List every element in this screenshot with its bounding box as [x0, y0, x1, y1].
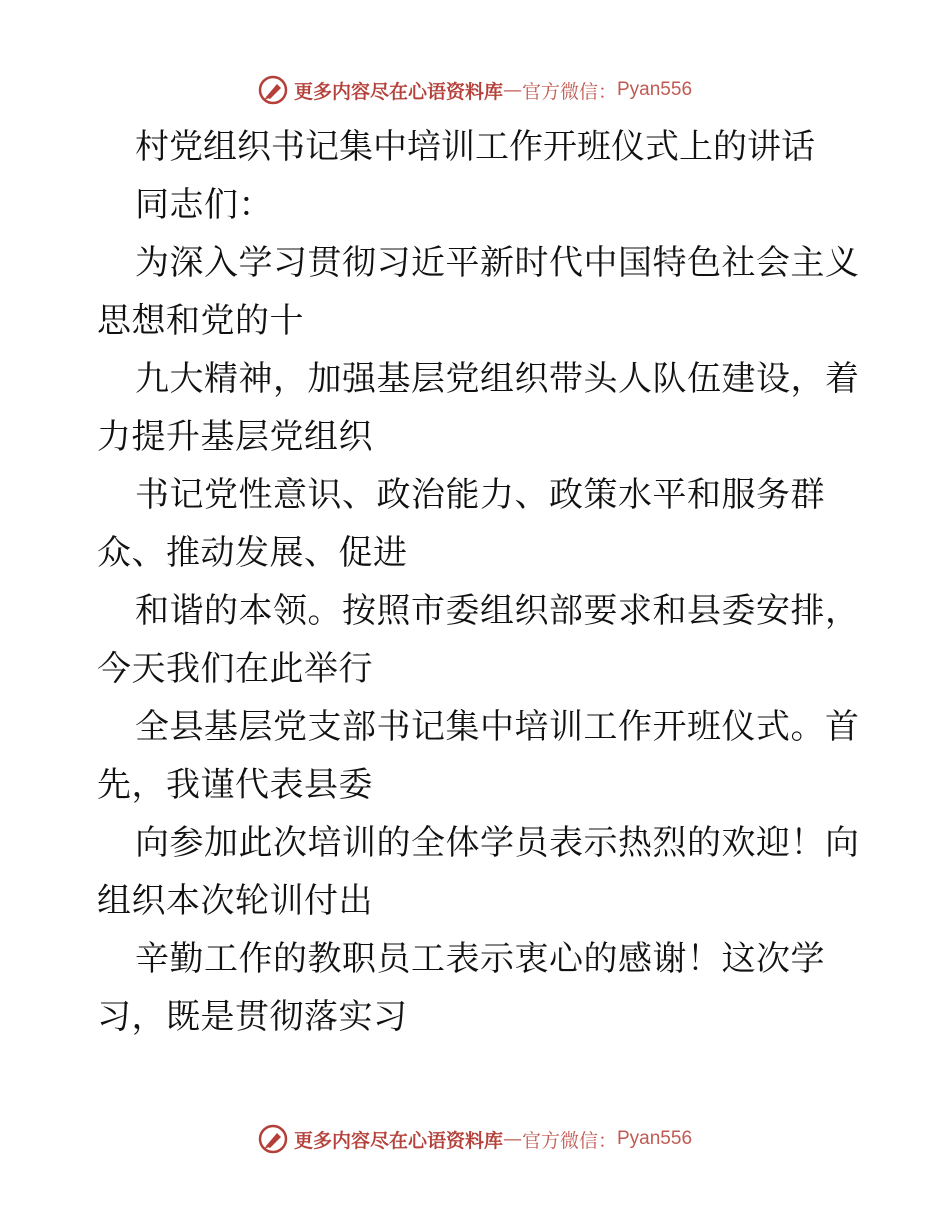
document-title: 村党组织书记集中培训工作开班仪式上的讲话 [135, 127, 815, 167]
paragraph-line: 习，既是贯彻落实习 [97, 997, 408, 1037]
watermark-wechat-id: Pyan556 [617, 79, 693, 100]
paragraph-line: 为深入学习贯彻习近平新时代中国特色社会主义 [135, 243, 860, 283]
footer-watermark [0, 1119, 950, 1159]
paragraph-line: 组织本次轮训付出 [97, 881, 373, 921]
watermark-wechat-id: Pyan556 [617, 1128, 693, 1149]
header-watermark [0, 70, 950, 110]
paragraph-line: 九大精神，加强基层党组织带头人队伍建设，着 [135, 359, 860, 399]
paragraph-line: 今天我们在此举行 [97, 649, 373, 689]
paragraph-line: 众、推动发展、促进 [97, 533, 408, 573]
watermark-subtitle: 官方微信： [521, 1129, 617, 1152]
paragraph-line: 先，我谨代表县委 [97, 765, 373, 805]
watermark-subtitle: 官方微信： [521, 80, 617, 103]
watermark-separator: — [502, 1128, 522, 1150]
paragraph-line: 书记党性意识、政治能力、政策水平和服务群 [135, 475, 825, 515]
watermark-title: 更多内容尽在心语资料库 [293, 1129, 503, 1152]
watermark-title: 更多内容尽在心语资料库 [293, 80, 503, 103]
watermark-separator: — [502, 79, 522, 101]
paragraph-line: 思想和党的十 [97, 301, 304, 341]
paragraph-line: 力提升基层党组织 [97, 417, 373, 457]
paragraph-line: 同志们： [135, 185, 273, 225]
paragraph-line: 全县基层党支部书记集中培训工作开班仪式。首 [135, 707, 860, 747]
pen-nib-logo-icon [258, 1124, 288, 1154]
paragraph-line: 和谐的本领。按照市委组织部要求和县委安排， [135, 591, 860, 631]
paragraph-line: 向参加此次培训的全体学员表示热烈的欢迎！向 [135, 823, 860, 863]
paragraph-line: 辛勤工作的教职员工表示衷心的感谢！这次学 [135, 939, 825, 979]
pen-nib-logo-icon [258, 75, 288, 105]
